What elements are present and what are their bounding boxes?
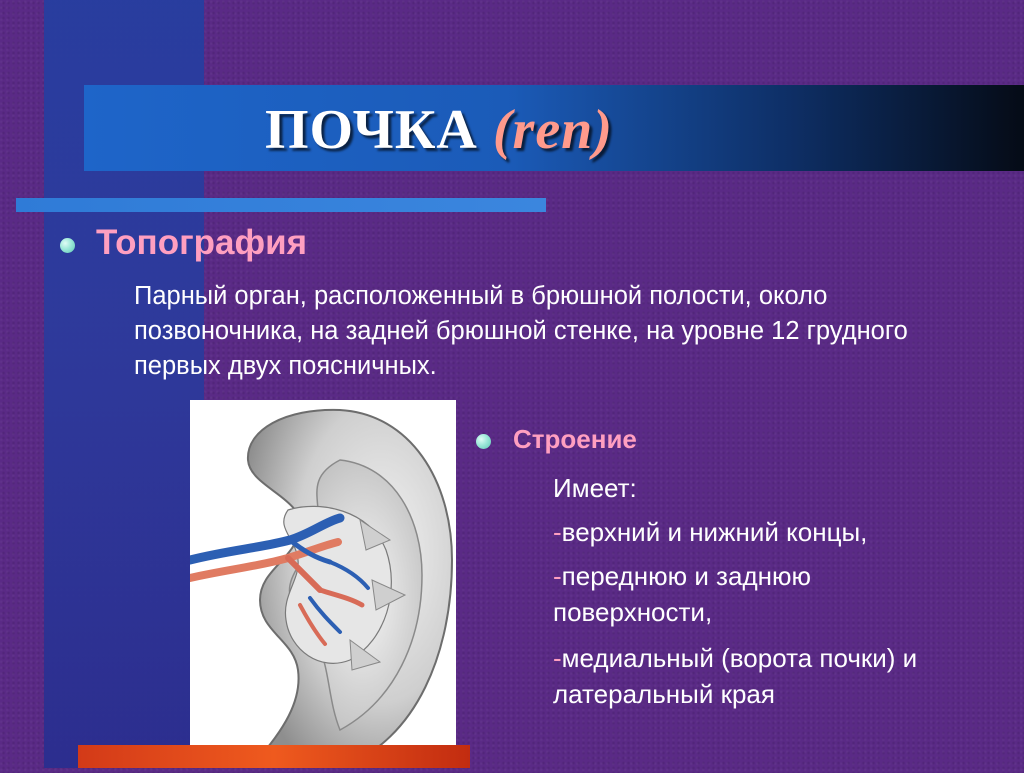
title-main: ПОЧКА bbox=[265, 99, 478, 161]
item-dash: - bbox=[553, 561, 562, 591]
structure-item bbox=[553, 558, 913, 630]
item-text: верхний и нижний концы, bbox=[561, 517, 868, 547]
round-bullet-icon bbox=[60, 238, 75, 253]
slide-title bbox=[265, 98, 613, 168]
structure-item bbox=[553, 514, 993, 550]
bottom-red-strip bbox=[78, 745, 470, 768]
item-dash: - bbox=[553, 643, 562, 673]
structure-item bbox=[553, 640, 993, 712]
structure-intro: Имеет: bbox=[553, 473, 637, 503]
structure-heading: Строение bbox=[513, 424, 637, 454]
kidney-illustration bbox=[190, 400, 456, 768]
accent-line bbox=[16, 198, 546, 212]
topography-text: Парный орган, расположенный в брюшной полости, около позвоночника, на задней брюшной стенке, на уровне 12 грудного первых двух поясничных. bbox=[134, 282, 908, 380]
title-latin: (ren) bbox=[492, 99, 613, 161]
item-text: переднюю и заднюю поверхности, bbox=[553, 561, 811, 627]
item-dash: - bbox=[553, 517, 562, 547]
item-text: медиальный (ворота почки) и латеральный края bbox=[553, 643, 918, 709]
topography-heading: Топография bbox=[96, 223, 308, 262]
kidney-icon bbox=[190, 400, 456, 768]
round-bullet-icon bbox=[476, 434, 491, 449]
